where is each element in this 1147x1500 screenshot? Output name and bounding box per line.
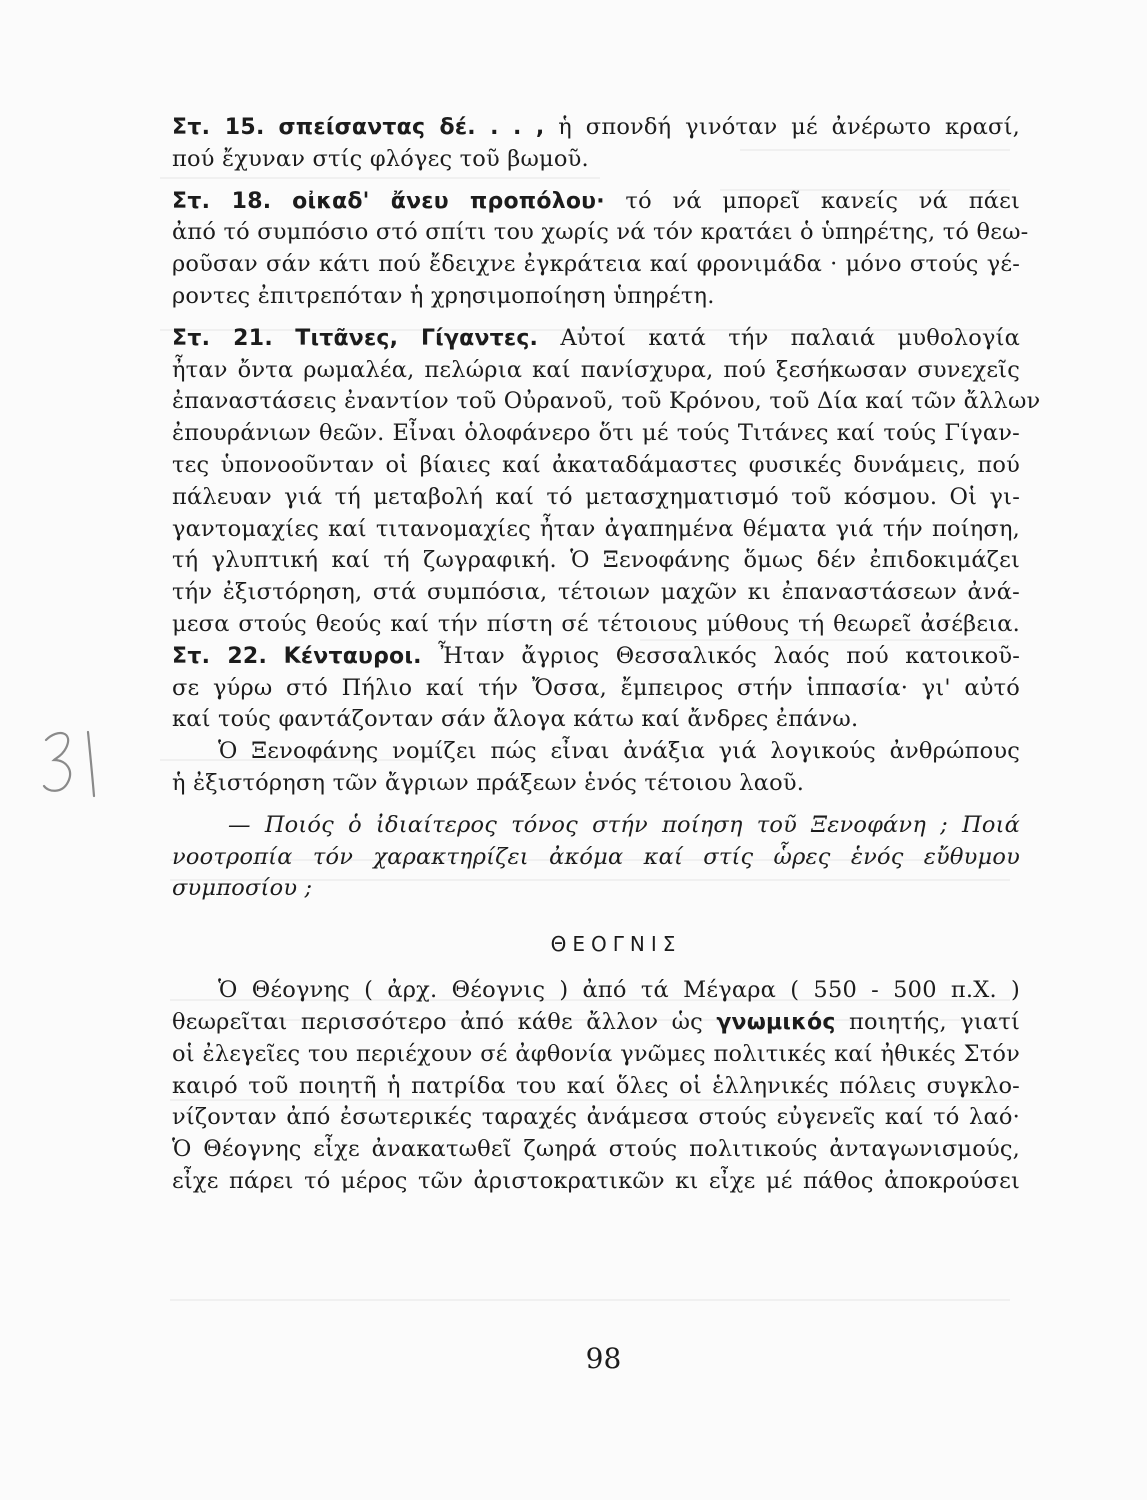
question-line-3: συμποσίου ; (172, 875, 313, 902)
note-15-line-1 (172, 112, 1020, 144)
theognis-line-5: νίζονταν ἀπό ἐσωτερικές ταραχές ἀνάμεσα στούς εὐγενεῖς καί τό λαό· (172, 1104, 1020, 1131)
note-15-line-2: πού ἔχυναν στίς φλόγες τοῦ βωμοῦ. (172, 145, 589, 172)
note-18-line-1 (172, 186, 1020, 218)
note-21-label: Στ. 21. (172, 325, 274, 351)
note-18-line-3: ροῦσαν σάν κάτι πού ἔδειχνε ἐγκράτεια καί φρονιμάδα · μόνο στούς γέ- (172, 251, 1020, 278)
note-15-term: σπείσαντας δέ. . . , (278, 115, 545, 140)
question-line-2: νοοτροπία τόν χαρακτηρίζει ἀκόμα καί στίς ὧρες ἑνός εὔθυμου (172, 843, 1020, 870)
theognis-line-2 (172, 1007, 1020, 1039)
note-22-line-5: ἡ ἐξιστόρηση τῶν ἄγριων πράξεων ἑνός τέτοιου λαοῦ. (172, 769, 805, 796)
note-18-label: Στ. 18. (172, 188, 272, 214)
theognis-line-2-pre: θεωρεῖται περισσότερο ἀπό κάθε ἄλλον ὡς (172, 1008, 703, 1035)
note-21-line-8: τή γλυπτική καί τή ζωγραφική. Ὁ Ξενοφάνης ὅμως δέν ἐπιδοκιμάζει (172, 547, 1020, 574)
question-line-1: — Ποιός ὁ ἰδιαίτερος τόνος στήν ποίηση τοῦ Ξενοφάνη ; Ποιά (228, 811, 1020, 838)
handwritten-margin-note (28, 718, 118, 808)
note-15-label: Στ. 15. (172, 115, 265, 140)
note-21-line-9: τήν ἐξιστόρηση, στά συμπόσια, τέτοιων μαχῶν κι ἐπαναστάσεων ἀνά- (172, 579, 1020, 606)
note-22-text: Ἦταν ἄγριος Θεσσαλικός λαός πού κατοικοῦ- (438, 642, 1021, 669)
note-22-line-3: καί τούς φαντάζονταν σάν ἄλογα κάτω καί ἄνδρες ἐπάνω. (172, 706, 859, 733)
note-21-line-4: ἐπουράνιων θεῶν. Εἶναι ὁλοφάνερο ὅτι μέ τούς Τιτάνες καί τούς Γίγαν- (172, 420, 1020, 447)
note-22-line-2: σε γύρω στό Πήλιο καί τήν Ὄσσα, ἔμπειρος στήν ἱππασία· γι' αὐτό (172, 674, 1020, 701)
note-15-text: ἡ σπονδή γινόταν μέ ἀνέρωτο κρασί, (558, 114, 1020, 140)
note-18-line-2: ἀπό τό συμπόσιο στό σπίτι του χωρίς νά τόν κρατάει ὁ ὑπηρέτης, τό θεω- (172, 219, 1029, 246)
note-18-line-4: ροντες ἐπιτρεπόταν ἡ χρησιμοποίηση ὑπηρέτη. (172, 282, 715, 309)
section-title: ΘΕΟΓΝΙΣ (550, 932, 682, 957)
page-number: 98 (585, 1342, 622, 1375)
theognis-line-3: οἱ ἐλεγεῖες του περιέχουν σέ ἀφθονία γνῶμες πολιτικές καί ἠθικές Στόν (172, 1040, 1020, 1067)
note-21-line-7: γαντομαχίες καί τιτανομαχίες ἦταν ἀγαπημένα θέματα γιά τήν ποίηση, (172, 515, 1020, 542)
note-18-term: οἰκαδ' ἄνευ προπόλου· (292, 188, 605, 214)
theognis-line-6: Ὁ Θέογνης εἶχε ἀνακατωθεῖ ζωηρά στούς πολιτικούς ἀνταγωνισμούς, (172, 1136, 1020, 1163)
note-22-term: Κένταυροι. (283, 643, 422, 669)
note-21-line-5: τες ὑπονοοῦνταν οἱ βίαιες καί ἀκαταδάμαστες φυσικές δυνάμεις, πού (172, 451, 1020, 478)
note-21-term: Τιτᾶνες, Γίγαντες. (295, 325, 539, 351)
theognis-line-4: καιρό τοῦ ποιητῆ ἡ πατρίδα του καί ὅλες οἱ ἑλληνικές πόλεις συγκλο- (172, 1072, 1020, 1099)
note-22-label: Στ. 22. (172, 643, 268, 669)
note-18-text: τό νά μπορεῖ κανείς νά πάει (625, 187, 1020, 214)
note-21-text: Αὐτοί κατά τήν παλαιά μυθολογία (560, 324, 1021, 351)
theognis-gnomic-term: γνωμικός (716, 1009, 836, 1035)
main-text (172, 112, 1041, 1198)
note-21-line-6: πάλευαν γιά τή μεταβολή καί τό μετασχηματισμό τοῦ κόσμου. Οἱ γι- (172, 483, 1020, 510)
theognis-line-1: Ὁ Θέογνης ( ἀρχ. Θέογνις ) ἀπό τά Μέγαρα ( 550 - 500 π.Χ. ) (218, 977, 1020, 1004)
note-21-line-10: μεσα στούς θεούς καί τήν πίστη σέ τέτοιους μύθους τή θεωρεῖ ἀσέβεια. (172, 610, 1020, 637)
theognis-line-2-post: ποιητής, γιατί (848, 1008, 1020, 1035)
note-21-line-1 (172, 323, 1020, 355)
note-22-line-1 (172, 641, 1020, 673)
note-21-line-3: ἐπαναστάσεις ἐναντίον τοῦ Οὐρανοῦ, τοῦ Κρόνου, τοῦ Δία καί τῶν ἄλλων (172, 388, 1041, 415)
note-21-line-2: ἦταν ὄντα ρωμαλέα, πελώρια καί πανίσχυρα, πού ξεσήκωσαν συνεχεῖς (172, 356, 1020, 383)
theognis-line-7: εἶχε πάρει τό μέρος τῶν ἀριστοκρατικῶν κι εἶχε μέ πάθος ἀποκρούσει (172, 1167, 1020, 1194)
note-22-line-4: Ὁ Ξενοφάνης νομίζει πώς εἶναι ἀνάξια γιά λογικούς ἀνθρώπους (218, 738, 1020, 765)
